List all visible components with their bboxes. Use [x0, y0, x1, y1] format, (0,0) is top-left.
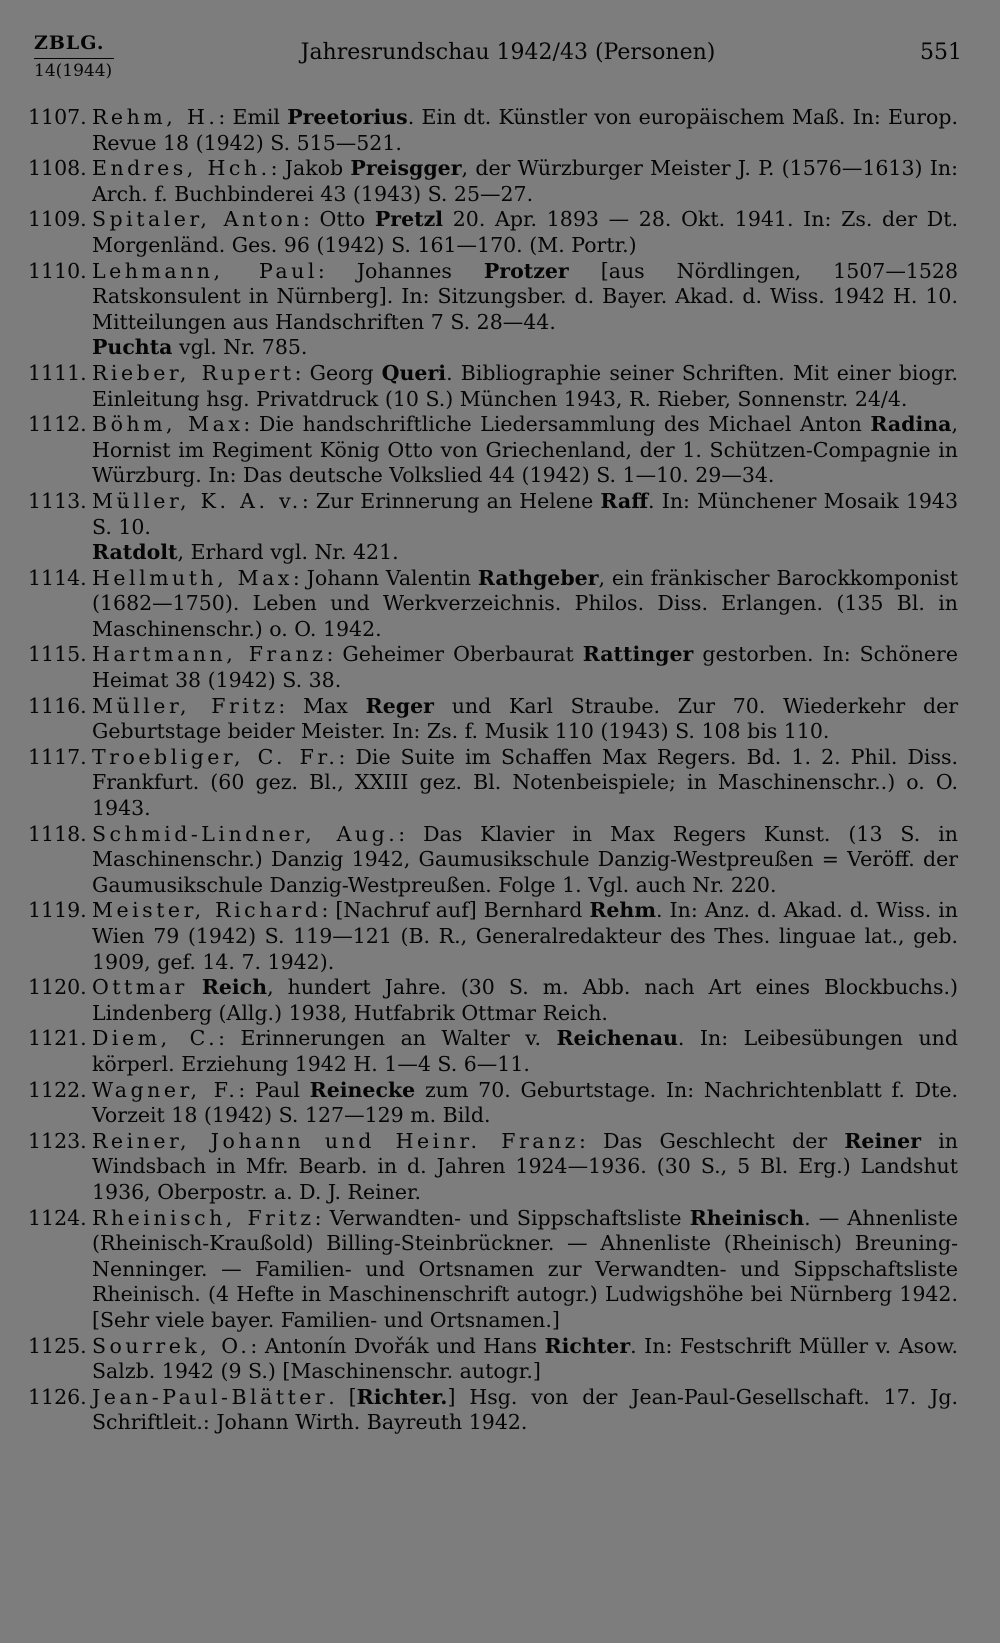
entry-subject: Reichenau: [556, 1026, 678, 1051]
entry-text-after: , Hornist im Regiment König Otto von Griechenland, der 1. Schützen-Compagnie in Würzburg. In: Das deutsche Volkslied 44 (1942) S. 1—10. 29—34.: [92, 412, 958, 488]
entry-subject: Rheinisch: [689, 1205, 805, 1230]
entry-subject: Rattinger: [582, 642, 694, 667]
entry-text-after: . In: Leibesübungen und körperl. Erziehung 1942 H. 1—4 S. 6—11.: [92, 1026, 958, 1076]
entry-text-after: gestorben. In: Schönere Heimat 38 (1942) S. 38.: [92, 642, 958, 693]
entry-author: Troebliger, C. Fr.: [92, 744, 339, 769]
entry-number: 1117.: [28, 744, 87, 769]
entry-number: 1109.: [28, 207, 87, 232]
bibliography-entry: [28, 156, 958, 207]
bibliography-entry: [28, 745, 958, 822]
entry-text-after: . Ein dt. Künstler von europäischem Maß. In: Europ. Revue 18 (1942) S. 515—521.: [92, 105, 958, 155]
bibliography-entry: [28, 1385, 958, 1436]
entry-subject: Reinecke: [309, 1077, 416, 1102]
entry-subject: Raff: [600, 488, 649, 513]
entry-author: Hartmann, Franz: [92, 642, 327, 667]
cross-reference: [28, 335, 958, 361]
entry-author: Wagner, F.: [92, 1077, 239, 1102]
entry-subject: Preisgger: [350, 156, 462, 181]
entry-text-before: . [: [328, 1384, 357, 1409]
entry-author: Reiner, Johann und Heinr. Franz: [92, 1128, 579, 1153]
entry-number: 1110.: [28, 258, 87, 283]
entry-subject: Radina: [870, 412, 952, 437]
bibliography-entry: [28, 975, 958, 1026]
entry-author: Spitaler, Anton: [92, 207, 303, 232]
entry-text-after: . In: Anz. d. Akad. d. Wiss. in Wien 79 (1942) S. 119—121 (B. R., Generalredakteur des Thes. linguae lat., geb. 1909, gef. 14. 7. 1942).: [92, 898, 958, 974]
entry-subject: Richter: [544, 1333, 631, 1358]
bibliography-entry: [28, 1078, 958, 1129]
entry-subject: Reger: [365, 693, 434, 718]
entry-number: 1114.: [28, 565, 87, 590]
bibliography-entry: [28, 105, 958, 156]
entry-text-before: [188, 975, 202, 999]
entry-number: 1112.: [28, 412, 87, 437]
entry-text-after: und Karl Straube. Zur 70. Wiederkehr der Geburtstage beider Meister. In: Zs. f. Musik 110 (1943) S. 108 bis 110.: [92, 693, 958, 744]
bibliography-entries: [28, 105, 958, 1436]
entry-subject: Queri: [381, 360, 447, 385]
entry-number: 1121.: [28, 1026, 87, 1051]
entry-author: Rheinisch, Fritz: [92, 1205, 315, 1230]
entry-author: Müller, Fritz: [92, 693, 279, 718]
page-number: 551: [920, 40, 962, 65]
entry-text-before: : Verwandten- und Sippschaftsliste: [314, 1205, 690, 1230]
entry-author: Jean-Paul-Blätter: [92, 1384, 329, 1409]
xref-text: , Erhard vgl. Nr. 421.: [177, 540, 399, 565]
entry-subject: Reich: [201, 975, 268, 1000]
journal-abbreviation: ZBLG.: [34, 32, 105, 54]
entry-author: Diem, C.: [92, 1026, 219, 1051]
entry-text-after: , der Würzburger Meister J. P. (1576—1613) In: Arch. f. Buchbinderei 43 (1943) S. 25—27.: [92, 156, 958, 206]
bibliography-entry: [28, 822, 958, 899]
bibliography-entry: [28, 566, 958, 643]
entry-number: 1113.: [28, 488, 87, 513]
bibliography-entry: [28, 1129, 958, 1206]
entry-author: Müller, K. A. v.: [92, 488, 302, 513]
entry-text-before: : Johannes: [317, 258, 484, 283]
bibliography-entry: [28, 1026, 958, 1077]
entry-text-before: : Die Suite im Schaffen Max Regers. Bd. 1. 2. Phil. Diss. Frankfurt. (60 gez. Bl., XXIII gez. Bl. Notenbeispiele; in Maschinenschr..) o. O. 1943.: [92, 744, 958, 821]
entry-text-before: : Jakob: [270, 156, 351, 181]
bibliography-entry: [28, 694, 958, 745]
entry-text-after: in Windsbach in Mfr. Bearb. in d. Jahren 1924—1936. (30 S., 5 Bl. Erg.) Landshut 1936, Oberpostr. a. D. J. Reiner.: [92, 1128, 958, 1204]
journal-volume: 14(1944): [34, 61, 113, 81]
entry-text-before: : Antonín Dvořák und Hans: [250, 1333, 545, 1358]
cross-reference: [28, 540, 958, 566]
entry-number: 1107.: [28, 105, 87, 129]
entry-author: Ottmar: [92, 975, 188, 1000]
entry-text-before: : Johann Valentin: [292, 565, 478, 590]
entry-subject: Rehm: [589, 898, 657, 923]
bibliography-entry: [28, 259, 958, 336]
entry-text-before: : Paul: [238, 1077, 310, 1102]
xref-text: vgl. Nr. 785.: [172, 335, 308, 360]
bibliography-entry: [28, 642, 958, 693]
xref-subject: Ratdolt: [92, 540, 178, 565]
entry-subject: Richter.: [356, 1384, 448, 1409]
entry-text-before: : Georg: [294, 360, 382, 385]
running-title: Jahresrundschau 1942/43 (Personen): [300, 40, 716, 65]
entry-text-after: ] Hsg. von der Jean-Paul-Gesellschaft. 17. Jg. Schriftleit.: Johann Wirth. Bayreuth 1942.: [92, 1384, 959, 1435]
entry-author: Schmid-Lindner, Aug.: [92, 821, 399, 846]
page-header: [34, 30, 962, 82]
entry-author: Böhm, Max: [92, 412, 244, 437]
entry-text-before: : Die handschriftliche Liedersammlung des Michael Anton: [243, 412, 871, 437]
entry-number: 1111.: [28, 360, 87, 385]
entry-author: Meister, Richard: [92, 898, 322, 923]
bibliography-entry: [28, 207, 958, 258]
bibliography-entry: [28, 898, 958, 975]
entry-author: Hellmuth, Max: [92, 565, 293, 590]
entry-number: 1116.: [28, 693, 87, 718]
entry-text-after: [aus Nördlingen, 1507—1528 Ratskonsulent in Nürnberg]. In: Sitzungsber. d. Bayer. Akad. d. Wiss. 1942 H. 10. Mitteilungen aus Handschriften 7 S. 28—44.: [92, 258, 959, 334]
entry-text-before: : Max: [278, 693, 366, 718]
entry-text-before: : Erinnerungen an Walter v.: [218, 1026, 557, 1051]
entry-text-after: . In: Münchener Mosaik 1943 S. 10.: [92, 488, 958, 539]
entry-author: Lehmann, Paul: [92, 258, 318, 283]
entry-text-after: , hundert Jahre. (30 S. m. Abb. nach Art eines Blockbuchs.) Lindenberg (Allg.) 1938, Hutfabrik Ottmar Reich.: [92, 975, 958, 1025]
bibliography-entry: [28, 1334, 958, 1385]
entry-text-after: . — Ahnenliste (Rheinisch-Kraußold) Billing-Steinbrückner. — Ahnenliste (Rheinisch) Breuning-Nenninger. — Familien- und Ortsnamen zur Verwandten- und Sippschaftsliste Rheinisch. (4 Hefte in Maschinenschrift autogr.) Ludwigshöhe bei Nürnberg 1942. [Sehr viele bayer. Familien- und Ortsnamen.]: [92, 1205, 958, 1332]
entry-text-after: . In: Festschrift Müller v. Asow. Salzb. 1942 (9 S.) [Maschinenschr. autogr.]: [92, 1333, 958, 1384]
entry-number: 1120.: [28, 975, 87, 1000]
entry-author: Endres, Hch.: [92, 156, 271, 181]
entry-number: 1124.: [28, 1205, 87, 1230]
entry-number: 1108.: [28, 156, 87, 181]
bibliography-entry: [28, 361, 958, 412]
entry-author: Rehm, H.: [92, 105, 219, 129]
entry-number: 1115.: [28, 642, 87, 667]
entry-author: Sourrek, O.: [92, 1333, 251, 1358]
entry-text-before: : [Nachruf auf] Bernhard: [321, 898, 590, 923]
bibliography-entry: [28, 1206, 958, 1334]
entry-subject: Pretzl: [374, 207, 444, 232]
entry-text-before: : Geheimer Oberbaurat: [326, 642, 583, 667]
entry-number: 1122.: [28, 1077, 87, 1102]
bibliography-entry: [28, 412, 958, 489]
entry-number: 1123.: [28, 1128, 87, 1153]
entry-text-after: , ein fränkischer Barockkomponist (1682—1750). Leben und Werkverzeichnis. Philos. Diss. Erlangen. (135 Bl. in Maschinenschr.) o. O. 1942.: [92, 565, 958, 641]
entry-text-before: : Das Klavier in Max Regers Kunst. (13 S. in Maschinenschr.) Danzig 1942, Gaumusikschule Danzig-Westpreußen = Veröff. der Gaumusikschule Danzig-Westpreußen. Folge 1. Vgl. auch Nr. 220.: [92, 821, 958, 897]
bibliography-entry: [28, 489, 958, 540]
entry-text-before: : Das Geschlecht der: [578, 1128, 845, 1153]
entry-number: 1119.: [28, 898, 87, 923]
entry-author: Rieber, Rupert: [92, 360, 295, 385]
entry-subject: Preetorius: [287, 105, 408, 129]
entry-number: 1118.: [28, 821, 87, 846]
entry-text-before: : Emil: [218, 105, 288, 129]
entry-subject: Protzer: [483, 258, 569, 283]
entry-text-after: . Bibliographie seiner Schriften. Mit einer biogr. Einleitung hsg. Privatdruck (10 S.) München 1943, R. Rieber, Sonnenstr. 24/4.: [92, 360, 959, 411]
xref-subject: Puchta: [92, 335, 173, 360]
entry-text-after: zum 70. Geburtstage. In: Nachrichtenblatt f. Dte. Vorzeit 18 (1942) S. 127—129 m. Bild.: [92, 1077, 958, 1128]
entry-subject: Rathgeber: [477, 565, 599, 590]
entry-text-after: 20. Apr. 1893 — 28. Okt. 1941. In: Zs. der Dt. Morgenländ. Ges. 96 (1942) S. 161—170. (M. Portr.): [92, 207, 958, 257]
entry-text-before: : Zur Erinnerung an Helene: [301, 488, 601, 513]
entry-number: 1126.: [28, 1384, 87, 1409]
entry-subject: Reiner: [844, 1128, 921, 1153]
entry-text-before: : Otto: [302, 207, 375, 232]
entry-number: 1125.: [28, 1333, 87, 1358]
